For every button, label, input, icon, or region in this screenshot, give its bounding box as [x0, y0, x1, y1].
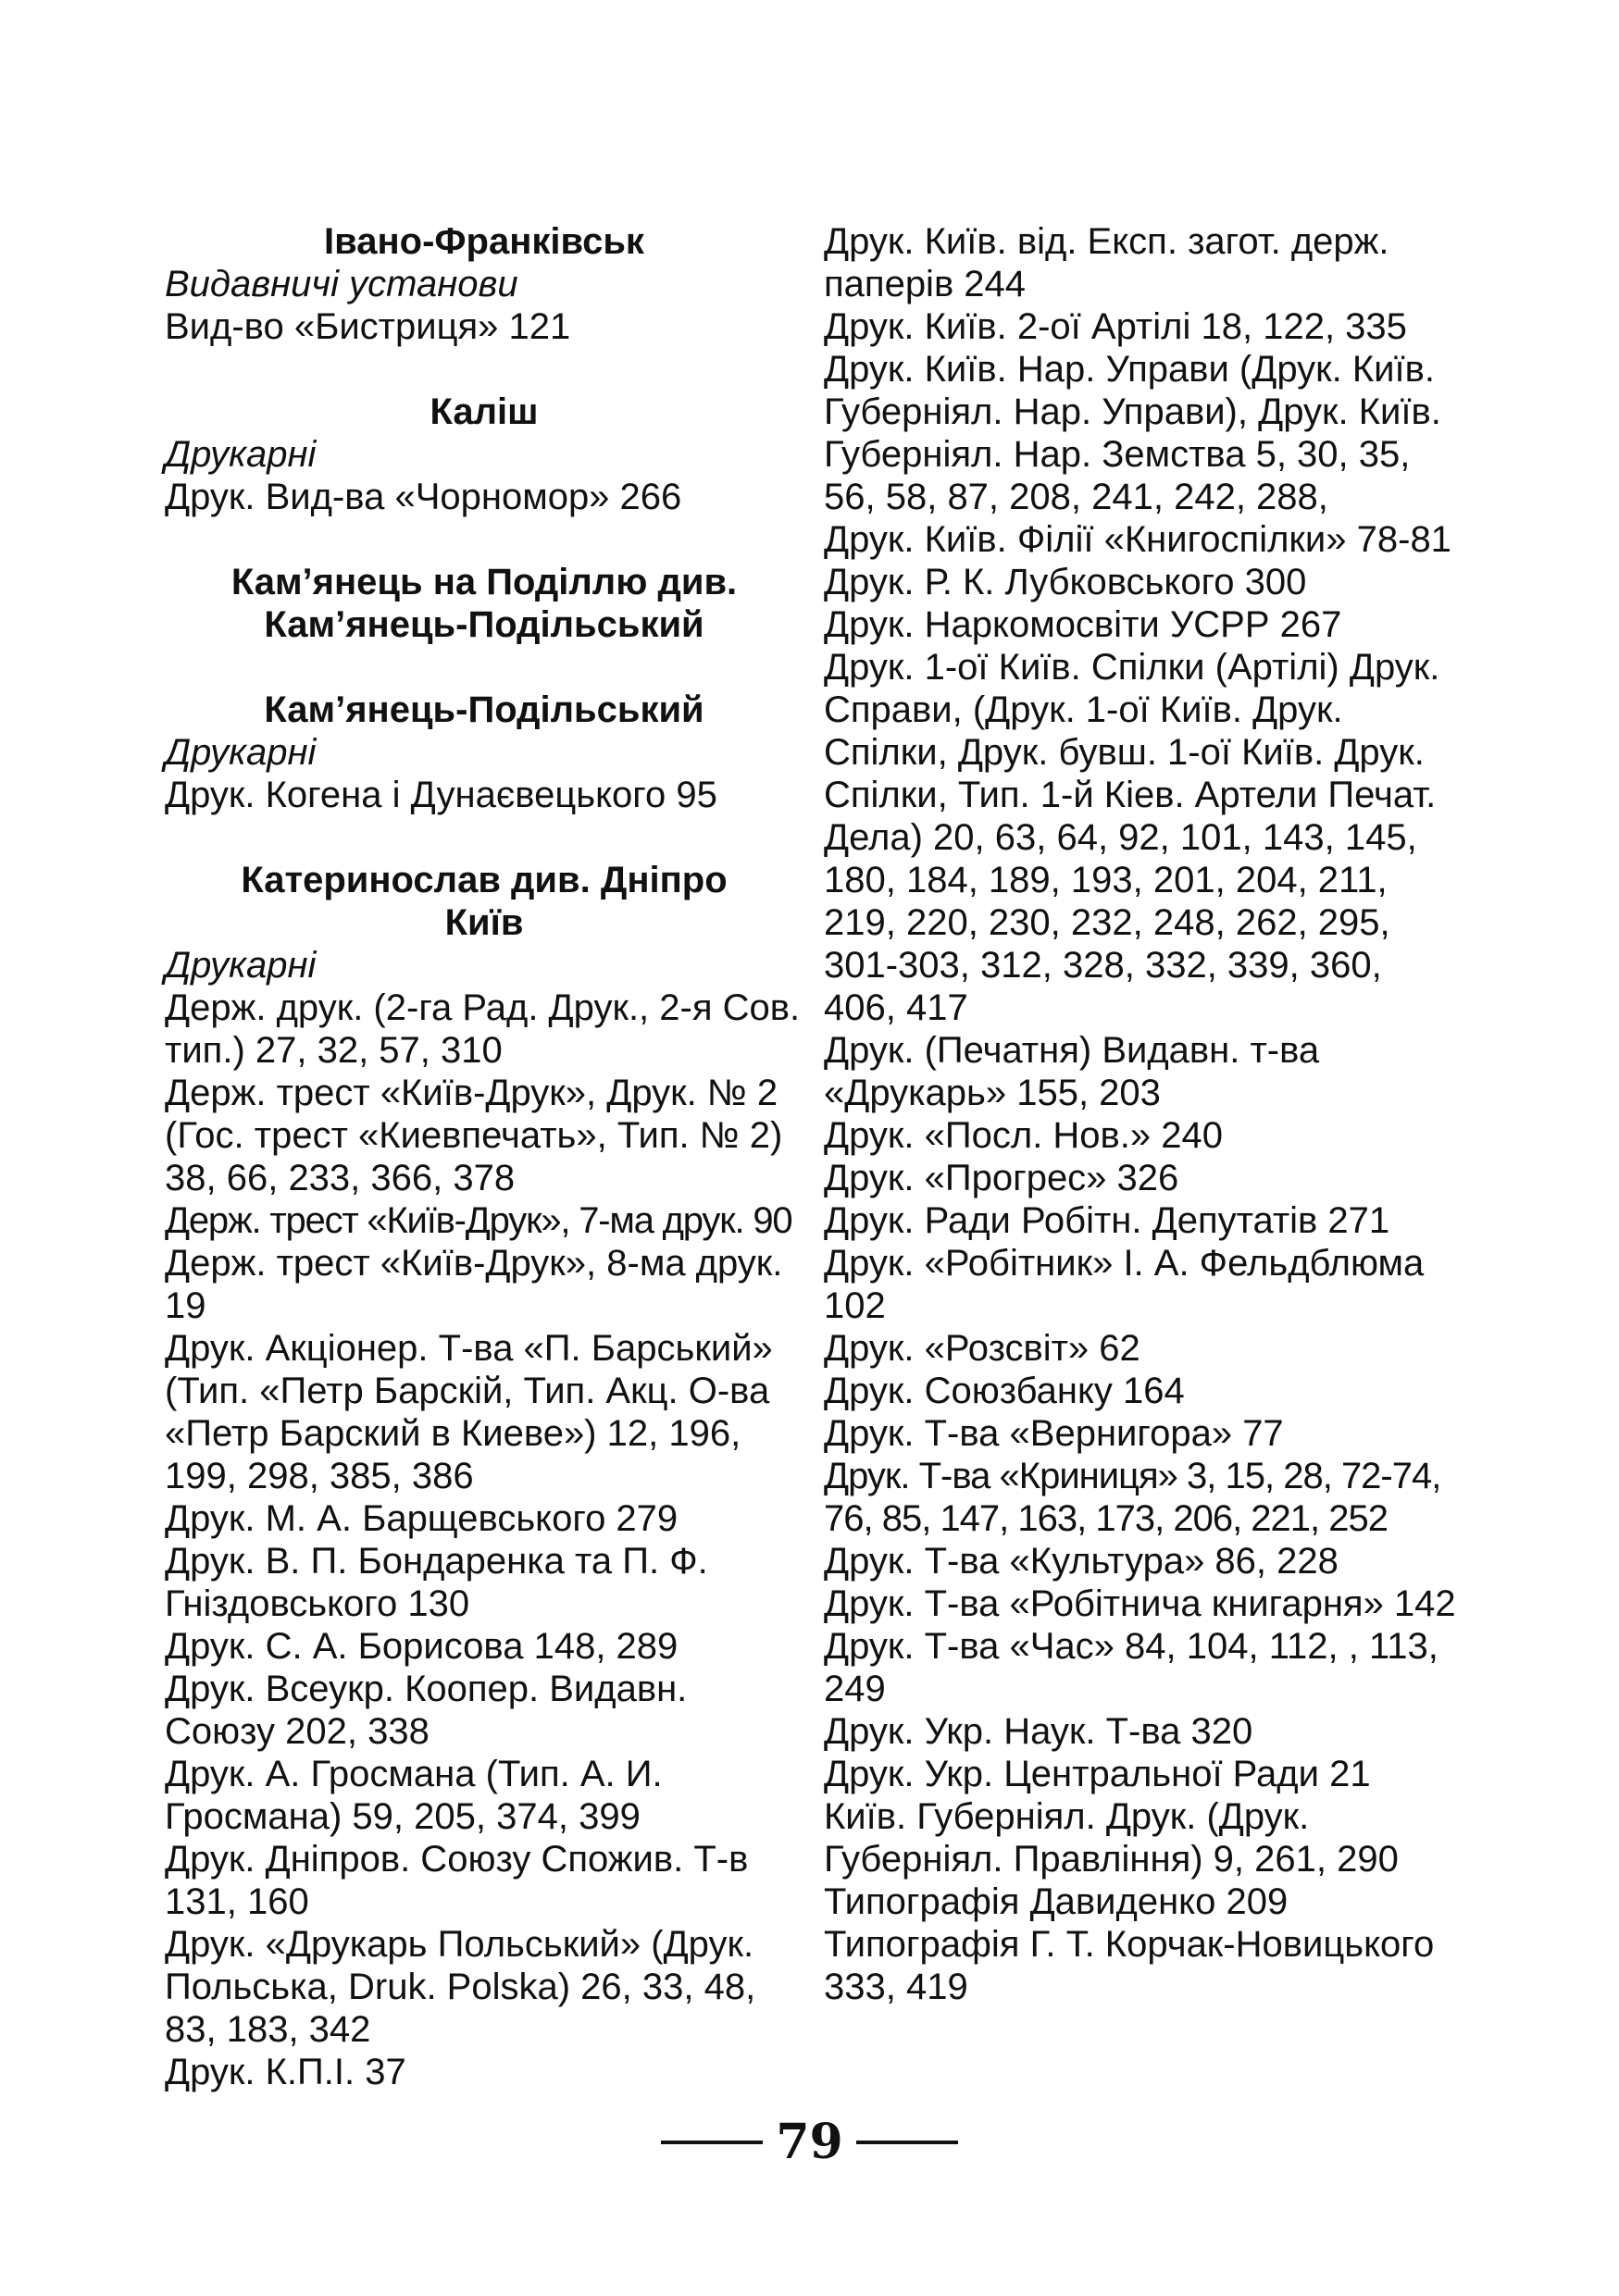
index-entry: Друк. Когена і Дунаєвецького 95 — [165, 775, 717, 815]
index-entry: Друк. Т-ва «Робітнича книгарня» 142 — [824, 1583, 1456, 1624]
index-entry: Друк. Київ. від. Експ. загот. держ. паперів 244 — [824, 221, 1389, 304]
index-entry: Друк. С. А. Борисова 148, 289 — [165, 1626, 679, 1667]
section-subhead: Друкарні — [165, 434, 317, 475]
index-entry: Друк. 1-ої Київ. Спілки (Артілі) Друк. Справи, (Друк. 1-ої Київ. Друк. Спілки, Друк. бувш. 1-ої Київ. Друк. Спілки, Тип. 1-й Кіев. Артели Печат. Дела) 20, 63, 64, 92, 101, 143, 145, 180, 184, 189, 193, 201, 204, 211, 219, 220, 230, 232, 248, 262, 295, 301-303, 312, 328, 332, 339, 360, 406, 417 — [824, 647, 1440, 1028]
section-heading-kalish: Каліш — [430, 391, 539, 432]
footer-rule-left — [661, 2141, 763, 2144]
section-heading-ivano-frankivsk: Івано-Франківськ — [324, 221, 644, 262]
section-subhead: Друкарні — [165, 732, 317, 773]
section-heading-kamianets-see: Кам’янець на Поділлю див. — [230, 562, 738, 602]
index-entry: Друк. Київ. Нар. Управи (Друк. Київ. Губерніял. Нар. Управи), Друк. Київ. Губерніял. Нар. Земства 5, 30, 35, 56, 58, 87, 208, 241, 242, 288, — [824, 349, 1441, 517]
section-heading-kamianets: Кам’янець-Подільський — [264, 689, 704, 730]
section-heading-kamianets-see-target: Кам’янець-Подільський — [264, 604, 704, 645]
index-entry: Друк. «Прогрес» 326 — [824, 1158, 1179, 1198]
section-heading-katerynoslav-see: Катеринослав див. Дніпро — [241, 860, 728, 900]
index-entry: Друк. В. П. Бондаренка та П. Ф. Гніздовського 130 — [165, 1541, 708, 1624]
right-column — [824, 220, 1463, 2008]
index-entry: Друк. Ради Робітн. Депутатів 271 — [824, 1200, 1390, 1241]
index-entry: Типографія Г. Т. Корчак-Новицького 333, 419 — [824, 1924, 1435, 2007]
index-entry: Друк. «Друкарь Польський» (Друк. Польська, Druk. Polska) 26, 33, 48, 83, 183, 342 — [165, 1924, 756, 2050]
page-number: 79 — [776, 2114, 843, 2170]
index-entry: Друк. Вид-ва «Чорномор» 266 — [165, 477, 682, 517]
index-entry: Друк. «Розсвіт» 62 — [824, 1328, 1140, 1369]
index-entry: Друк. Акціонер. Т-ва «П. Барський» (Тип. «Петр Барскій, Тип. Акц. О-ва «Петр Барский в Киеве») 12, 196, 199, 298, 385, 386 — [165, 1328, 773, 1496]
index-entry: Київ. Губерніял. Друк. (Друк. Губерніял. Правління) 9, 261, 290 — [824, 1796, 1399, 1880]
index-entry: Друк. Всеукр. Коопер. Видавн. Союзу 202, 338 — [165, 1669, 688, 1752]
index-entry: Друк. Р. К. Лубковського 300 — [824, 562, 1307, 602]
section-subhead: Друкарні — [165, 945, 317, 986]
index-entry: Друк. М. А. Барщевського 279 — [165, 1498, 679, 1539]
index-entry: Друк. Союзбанку 164 — [824, 1371, 1185, 1411]
index-entry: Друк. Наркомосвіти УСРР 267 — [824, 604, 1342, 645]
index-entry: Друк. «Робітник» І. А. Фельдблюма 102 — [824, 1243, 1425, 1326]
index-entry: Вид-во «Бистриця» 121 — [165, 306, 571, 347]
index-entry: Друк. К.П.І. 37 — [165, 2052, 406, 2092]
index-entry: Друк. Т-ва «Час» 84, 104, 112, , 113, 249 — [824, 1626, 1438, 1709]
index-entry: Друк. А. Гросмана (Тип. А. И. Гросмана) 59, 205, 374, 399 — [165, 1754, 663, 1837]
index-entry: Друк. Дніпров. Союзу Спожив. Т-в 131, 160 — [165, 1839, 749, 1922]
index-entry: Друк. Т-ва «Криниця» 3, 15, 28, 72-74, 76, 85, 147, 163, 173, 206, 221, 252 — [824, 1456, 1441, 1539]
index-entry: Друк. Київ. 2-ої Артілі 18, 122, 335 — [824, 306, 1407, 347]
index-entry: Держ. трест «Київ-Друк», Друк. № 2 (Гос. трест «Киевпечать», Тип. № 2) 38, 66, 233, 366, 378 — [165, 1073, 783, 1198]
section-subhead: Видавничі установи — [165, 264, 518, 304]
index-entry: Друк. (Печатня) Видавн. т-ва «Друкарь» 155, 203 — [824, 1030, 1320, 1113]
index-entry: Держ. трест «Київ-Друк», 7-ма друк. 90 — [165, 1200, 792, 1241]
index-entry: Типографія Давиденко 209 — [824, 1881, 1289, 1922]
index-entry: Держ. друк. (2-га Рад. Друк., 2-я Сов. тип.) 27, 32, 57, 310 — [165, 987, 801, 1071]
index-entry: Друк. Київ. Філії «Книгоспілки» 78-81 — [824, 519, 1451, 560]
index-entry: Друк. Укр. Наук. Т-ва 320 — [824, 1711, 1253, 1752]
index-entry: Друк. «Посл. Нов.» 240 — [824, 1115, 1224, 1156]
left-column — [165, 220, 803, 2093]
footer-rule-right — [856, 2141, 958, 2144]
index-entry: Держ. трест «Київ-Друк», 8-ма друк. 19 — [165, 1243, 783, 1326]
index-entry: Друк. Т-ва «Вернигора» 77 — [824, 1413, 1284, 1454]
page-footer — [0, 2115, 1619, 2170]
index-entry: Друк. Т-ва «Культура» 86, 228 — [824, 1541, 1339, 1582]
index-entry: Друк. Укр. Центральної Ради 21 — [824, 1754, 1371, 1794]
section-heading-kyiv: Київ — [444, 902, 524, 943]
